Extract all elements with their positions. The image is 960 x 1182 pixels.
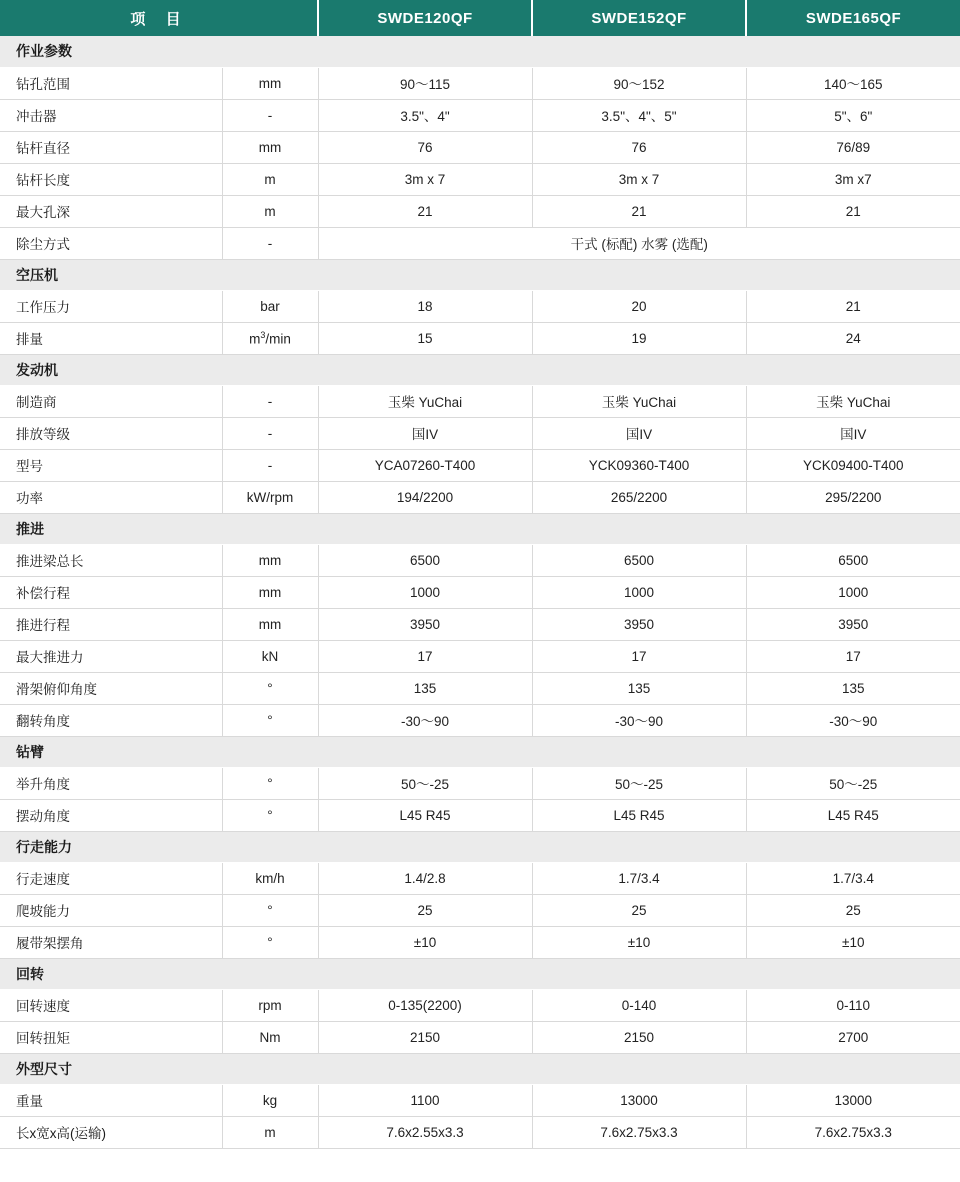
row-value-3: 国IV xyxy=(746,417,960,449)
row-label: 最大孔深 xyxy=(0,195,222,227)
row-value-2: YCK09360-T400 xyxy=(532,449,746,481)
row-unit: kN xyxy=(222,640,318,672)
row-value-2: 3.5"、4"、5" xyxy=(532,99,746,131)
section-row xyxy=(0,958,960,989)
row-unit: $m^3/\min$ xyxy=(222,322,318,354)
section-title: 钻臂 xyxy=(0,736,960,767)
row-label: 回转扭矩 xyxy=(0,1021,222,1053)
table-row xyxy=(0,799,960,831)
table-row xyxy=(0,227,960,259)
row-value-1: 25 xyxy=(318,894,532,926)
table-header xyxy=(0,0,960,36)
row-value-1: 90～115 xyxy=(318,67,532,99)
table-row xyxy=(0,67,960,99)
row-value-2: 1.7/3.4 xyxy=(532,862,746,894)
row-unit: mm xyxy=(222,608,318,640)
row-value-3: 295/2200 xyxy=(746,481,960,513)
row-value-2: 国IV xyxy=(532,417,746,449)
table-row xyxy=(0,417,960,449)
row-value-3: 0-110 xyxy=(746,989,960,1021)
row-value-1: 0-135(2200) xyxy=(318,989,532,1021)
row-label: 行走速度 xyxy=(0,862,222,894)
row-value-2: 3m x 7 xyxy=(532,163,746,195)
row-value-3: YCK09400-T400 xyxy=(746,449,960,481)
row-unit: mm xyxy=(222,67,318,99)
row-value-3: 1.7/3.4 xyxy=(746,862,960,894)
section-row xyxy=(0,831,960,862)
row-value-3: ±10 xyxy=(746,926,960,958)
row-value-3: 13000 xyxy=(746,1084,960,1116)
row-value-2: 90～152 xyxy=(532,67,746,99)
row-unit: rpm xyxy=(222,989,318,1021)
row-value-2: 76 xyxy=(532,131,746,163)
row-unit: - xyxy=(222,227,318,259)
row-label: 冲击器 xyxy=(0,99,222,131)
row-unit: ° xyxy=(222,799,318,831)
row-value-1: 1.4/2.8 xyxy=(318,862,532,894)
row-value-1: 135 xyxy=(318,672,532,704)
table-row xyxy=(0,131,960,163)
section-row xyxy=(0,736,960,767)
section-row xyxy=(0,1053,960,1084)
row-unit: bar xyxy=(222,290,318,322)
row-label: 重量 xyxy=(0,1084,222,1116)
row-value-2: 21 xyxy=(532,195,746,227)
row-label: 推进梁总长 xyxy=(0,544,222,576)
row-label: 翻转角度 xyxy=(0,704,222,736)
row-label: 摆动角度 xyxy=(0,799,222,831)
row-unit: - xyxy=(222,449,318,481)
row-value-1: 3m x 7 xyxy=(318,163,532,195)
table-row xyxy=(0,195,960,227)
row-value-1: 6500 xyxy=(318,544,532,576)
row-label: 钻杆长度 xyxy=(0,163,222,195)
table-row xyxy=(0,163,960,195)
row-value-3: 玉柴 YuChai xyxy=(746,385,960,417)
row-value-2: 25 xyxy=(532,894,746,926)
row-value-2: 2150 xyxy=(532,1021,746,1053)
row-unit: mm xyxy=(222,131,318,163)
row-value-1: 1000 xyxy=(318,576,532,608)
table-row xyxy=(0,481,960,513)
table-row xyxy=(0,576,960,608)
row-value-1: 2150 xyxy=(318,1021,532,1053)
header-row xyxy=(0,0,960,36)
row-label: 回转速度 xyxy=(0,989,222,1021)
row-value-1: 3950 xyxy=(318,608,532,640)
row-unit: - xyxy=(222,99,318,131)
row-unit: ° xyxy=(222,926,318,958)
table-row xyxy=(0,989,960,1021)
row-unit: ° xyxy=(222,704,318,736)
row-unit: km/h xyxy=(222,862,318,894)
table-row xyxy=(0,926,960,958)
row-value-3: 21 xyxy=(746,290,960,322)
row-label: 推进行程 xyxy=(0,608,222,640)
row-label: 制造商 xyxy=(0,385,222,417)
row-value-1: 7.6x2.55x3.3 xyxy=(318,1116,532,1148)
row-unit: m xyxy=(222,163,318,195)
table-row xyxy=(0,99,960,131)
row-label: 爬坡能力 xyxy=(0,894,222,926)
table-row xyxy=(0,1116,960,1148)
row-label: 长x宽x高(运输) xyxy=(0,1116,222,1148)
section-title: 作业参数 xyxy=(0,36,960,67)
table-row xyxy=(0,1084,960,1116)
row-label: 补偿行程 xyxy=(0,576,222,608)
row-value-1: 17 xyxy=(318,640,532,672)
row-value-2: 3950 xyxy=(532,608,746,640)
row-value-3: 50～-25 xyxy=(746,767,960,799)
row-value-3: 76/89 xyxy=(746,131,960,163)
row-value-1: 玉柴 YuChai xyxy=(318,385,532,417)
table-body xyxy=(0,36,960,1148)
row-value-3: 24 xyxy=(746,322,960,354)
row-label: 排放等级 xyxy=(0,417,222,449)
table-row xyxy=(0,544,960,576)
row-value-2: 135 xyxy=(532,672,746,704)
row-value-3: 21 xyxy=(746,195,960,227)
table-row xyxy=(0,704,960,736)
section-title: 回转 xyxy=(0,958,960,989)
row-value-1: 18 xyxy=(318,290,532,322)
row-label: 功率 xyxy=(0,481,222,513)
row-value-2: -30～90 xyxy=(532,704,746,736)
row-value-1: ±10 xyxy=(318,926,532,958)
row-value-3: 3950 xyxy=(746,608,960,640)
row-value-2: 6500 xyxy=(532,544,746,576)
section-row xyxy=(0,259,960,290)
row-unit: Nm xyxy=(222,1021,318,1053)
row-unit: m xyxy=(222,1116,318,1148)
row-label: 履带架摆角 xyxy=(0,926,222,958)
row-unit: kg xyxy=(222,1084,318,1116)
row-value-1: 1100 xyxy=(318,1084,532,1116)
row-value-1: 国IV xyxy=(318,417,532,449)
section-title: 推进 xyxy=(0,513,960,544)
row-unit: ° xyxy=(222,767,318,799)
row-value-3: 3m x7 xyxy=(746,163,960,195)
table-row xyxy=(0,322,960,354)
row-value-2: 50～-25 xyxy=(532,767,746,799)
row-label: 工作压力 xyxy=(0,290,222,322)
row-value-3: -30～90 xyxy=(746,704,960,736)
row-unit: - xyxy=(222,385,318,417)
row-unit: mm xyxy=(222,576,318,608)
section-title: 外型尺寸 xyxy=(0,1053,960,1084)
row-value-1: L45 R45 xyxy=(318,799,532,831)
row-value-2: 玉柴 YuChai xyxy=(532,385,746,417)
column-header-model-3: SWDE165QF xyxy=(746,0,960,36)
row-unit: - xyxy=(222,417,318,449)
row-label: 除尘方式 xyxy=(0,227,222,259)
row-value-3: 25 xyxy=(746,894,960,926)
row-value-1: 50～-25 xyxy=(318,767,532,799)
table-row xyxy=(0,385,960,417)
table-row xyxy=(0,862,960,894)
row-value-3: 7.6x2.75x3.3 xyxy=(746,1116,960,1148)
table-row xyxy=(0,672,960,704)
row-value-3: 6500 xyxy=(746,544,960,576)
row-unit: m xyxy=(222,195,318,227)
row-value-merged: 干式 (标配) 水雾 (选配) xyxy=(318,227,960,259)
row-value-2: 1000 xyxy=(532,576,746,608)
row-value-2: ±10 xyxy=(532,926,746,958)
table-row xyxy=(0,640,960,672)
section-title: 发动机 xyxy=(0,354,960,385)
table-row xyxy=(0,290,960,322)
row-value-2: 17 xyxy=(532,640,746,672)
column-header-model-2: SWDE152QF xyxy=(532,0,746,36)
table-row xyxy=(0,767,960,799)
row-value-2: 20 xyxy=(532,290,746,322)
row-value-3: 135 xyxy=(746,672,960,704)
row-value-3: 140～165 xyxy=(746,67,960,99)
row-label: 钻孔范围 xyxy=(0,67,222,99)
table-row xyxy=(0,449,960,481)
row-unit: ° xyxy=(222,894,318,926)
row-unit: kW/rpm xyxy=(222,481,318,513)
row-value-2: 13000 xyxy=(532,1084,746,1116)
section-title: 行走能力 xyxy=(0,831,960,862)
table-row xyxy=(0,1021,960,1053)
row-value-1: 15 xyxy=(318,322,532,354)
row-value-1: 3.5"、4" xyxy=(318,99,532,131)
row-unit: mm xyxy=(222,544,318,576)
row-value-1: 194/2200 xyxy=(318,481,532,513)
row-value-3: L45 R45 xyxy=(746,799,960,831)
row-value-2: 265/2200 xyxy=(532,481,746,513)
row-value-3: 1000 xyxy=(746,576,960,608)
section-row xyxy=(0,354,960,385)
row-value-2: L45 R45 xyxy=(532,799,746,831)
row-label: 最大推进力 xyxy=(0,640,222,672)
row-value-1: YCA07260-T400 xyxy=(318,449,532,481)
table-row xyxy=(0,894,960,926)
section-title: 空压机 xyxy=(0,259,960,290)
row-value-2: 7.6x2.75x3.3 xyxy=(532,1116,746,1148)
row-label: 排量 xyxy=(0,322,222,354)
row-value-2: 19 xyxy=(532,322,746,354)
row-value-1: 21 xyxy=(318,195,532,227)
section-row xyxy=(0,36,960,67)
table-row xyxy=(0,608,960,640)
row-value-1: -30～90 xyxy=(318,704,532,736)
row-label: 滑架俯仰角度 xyxy=(0,672,222,704)
row-label: 钻杆直径 xyxy=(0,131,222,163)
row-value-3: 5"、6" xyxy=(746,99,960,131)
row-label: 型号 xyxy=(0,449,222,481)
row-unit: ° xyxy=(222,672,318,704)
row-label: 举升角度 xyxy=(0,767,222,799)
column-header-model-1: SWDE120QF xyxy=(318,0,532,36)
row-value-2: 0-140 xyxy=(532,989,746,1021)
row-value-3: 17 xyxy=(746,640,960,672)
row-value-1: 76 xyxy=(318,131,532,163)
section-row xyxy=(0,513,960,544)
row-value-3: 2700 xyxy=(746,1021,960,1053)
column-header-item: 项 目 xyxy=(0,0,318,36)
